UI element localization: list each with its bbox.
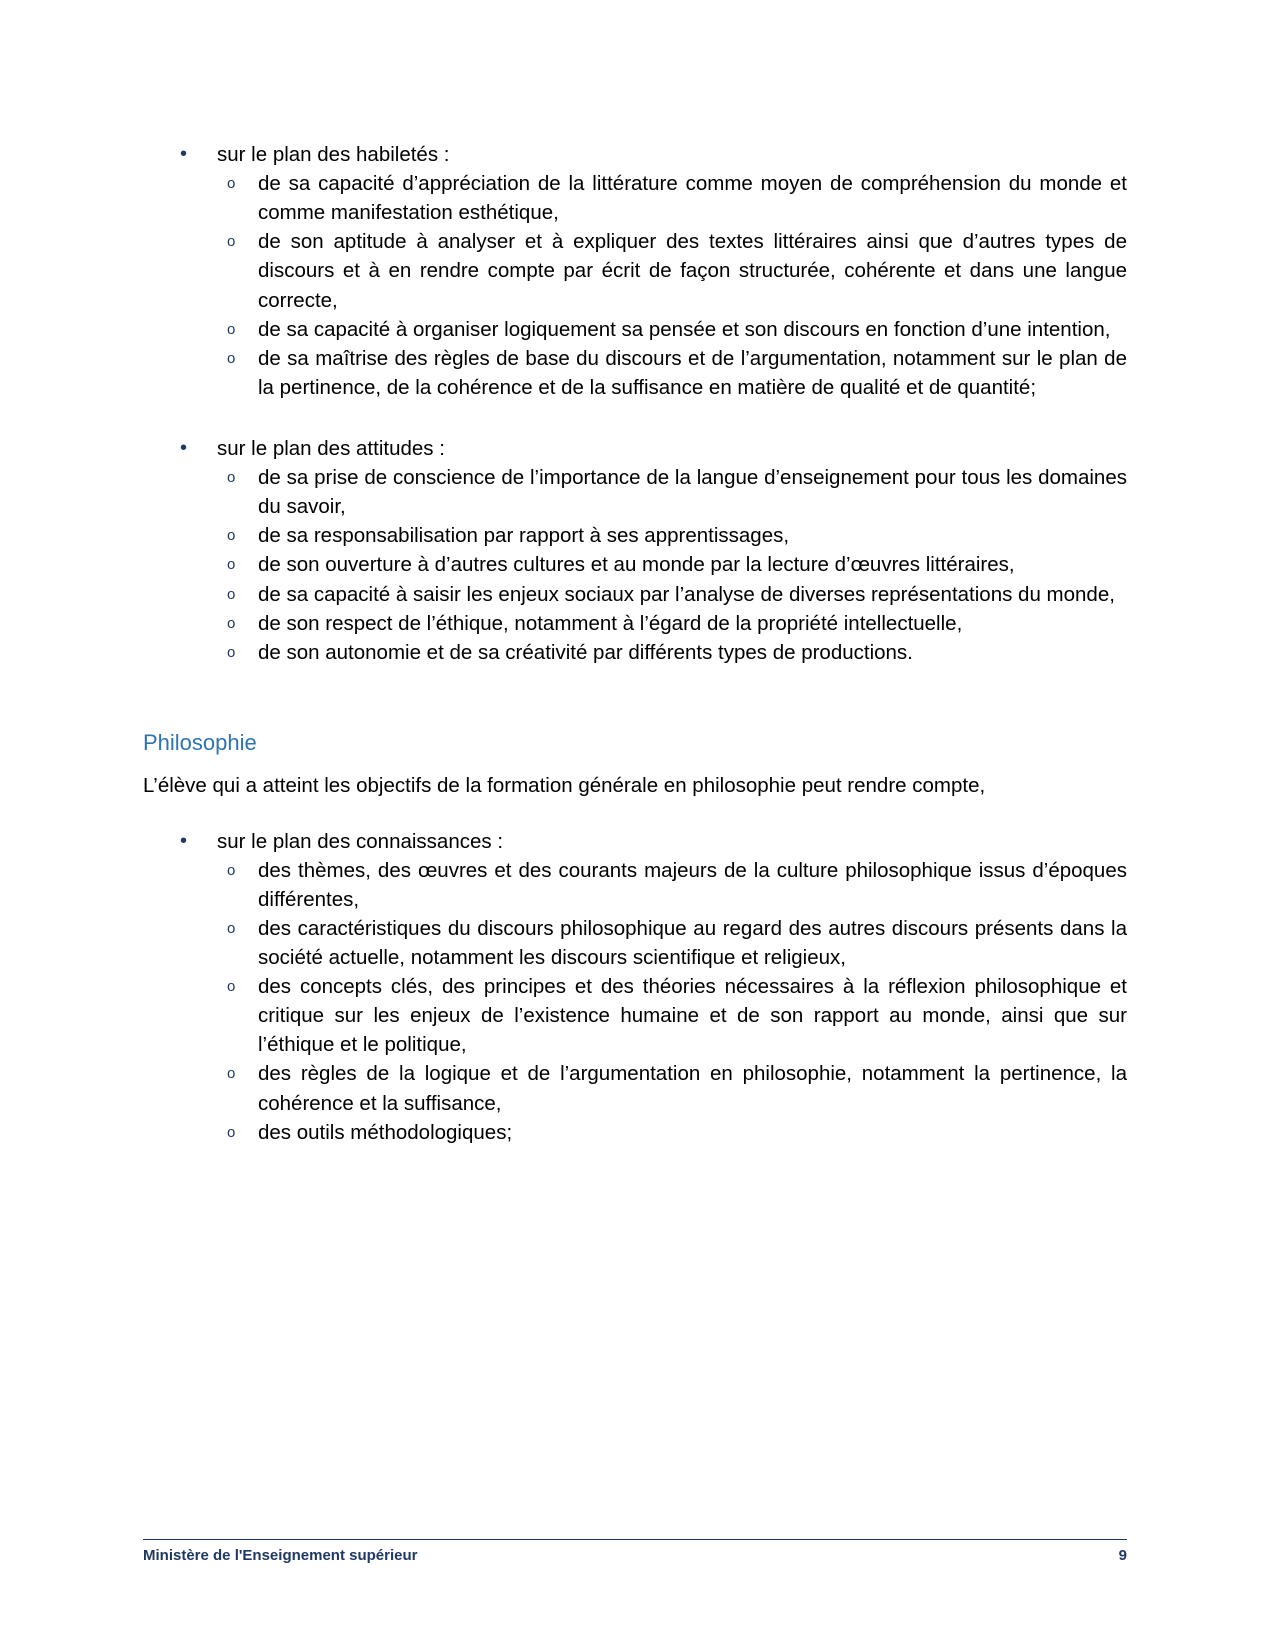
- section-attitudes: [143, 434, 1127, 667]
- list-item: [217, 609, 1127, 638]
- section-spacer: [143, 404, 1127, 434]
- circle-marker-icon: o: [227, 527, 236, 545]
- circle-marker-icon: o: [227, 320, 236, 338]
- footer-organization: Ministère de l'Enseignement supérieur: [143, 1547, 418, 1564]
- bullet-label-connaissances: sur le plan des connaissances :: [217, 829, 504, 853]
- list-item: [217, 315, 1127, 344]
- list-item: [217, 1059, 1127, 1117]
- philosophy-lead-paragraph: L’élève qui a atteint les objectifs de la formation générale en philosophie peut rendre compte,: [143, 774, 986, 798]
- sub-list-connaissances: [217, 856, 1127, 1147]
- bullet-marker-icon: •: [180, 829, 188, 852]
- list-item-text: des caractéristiques du discours philosophique au regard des autres discours présents dans la société actuelle, notamment les discours scientifique et religieux,: [258, 916, 1127, 969]
- list-item: [217, 972, 1127, 1059]
- list-item: [217, 227, 1127, 314]
- list-item-text: des règles de la logique et de l’argumentation en philosophie, notamment la pertinence, la cohérence et la suffisance,: [258, 1062, 1127, 1115]
- list-item-text: de sa prise de conscience de l’importance de la langue d’enseignement pour tous les domaines du savoir,: [258, 466, 1127, 519]
- list-item-text: des concepts clés, des principes et des théories nécessaires à la réflexion philosophique et critique sur les enjeux de l’existence humaine et de son rapport au monde, ainsi que sur l’éthique et le politique,: [258, 975, 1127, 1057]
- circle-marker-icon: o: [227, 919, 236, 937]
- bullet-item-attitudes: [143, 434, 1127, 667]
- circle-marker-icon: o: [227, 1123, 236, 1141]
- bullet-item-connaissances: [143, 827, 1127, 1147]
- page-number: 9: [1118, 1547, 1127, 1564]
- list-item-text: des thèmes, des œuvres et des courants majeurs de la culture philosophique issus d’époques différentes,: [258, 858, 1127, 911]
- list-item-text: de sa maîtrise des règles de base du discours et de l’argumentation, notamment sur le plan de la pertinence, de la cohérence et de la suffisance en matière de qualité et de quantité;: [258, 346, 1127, 399]
- list-item-text: de son aptitude à analyser et à expliquer des textes littéraires ainsi que d’autres types de discours et à en rendre compte par écrit de façon structurée, cohérente et dans une langue correcte,: [258, 230, 1127, 312]
- bullet-list-habiletes: [143, 140, 1127, 402]
- list-item: [217, 344, 1127, 402]
- list-item: [217, 169, 1127, 227]
- list-item-text: de sa capacité d’appréciation de la littérature comme moyen de compréhension du monde et comme manifestation esthétique,: [258, 172, 1127, 225]
- bullet-marker-icon: •: [180, 436, 188, 459]
- circle-marker-icon: o: [227, 978, 236, 996]
- list-item-text: de son respect de l’éthique, notamment à l’égard de la propriété intellectuelle,: [258, 611, 963, 635]
- philosophy-section: [143, 729, 1127, 1147]
- page-title: Philosophie: [143, 729, 257, 755]
- list-item-text: de son autonomie et de sa créativité par différents types de productions.: [258, 640, 913, 664]
- list-item-text: de sa capacité à saisir les enjeux sociaux par l’analyse de diverses représentations du monde,: [258, 582, 1115, 606]
- bullet-list-connaissances: [143, 827, 1127, 1147]
- circle-marker-icon: o: [227, 643, 236, 661]
- list-item: [217, 856, 1127, 914]
- bullet-label-attitudes: sur le plan des attitudes :: [217, 436, 445, 460]
- circle-marker-icon: o: [227, 614, 236, 632]
- bullet-marker-icon: •: [180, 143, 188, 165]
- circle-marker-icon: o: [227, 585, 236, 603]
- page-footer: [143, 1539, 1127, 1564]
- footer-row: [143, 1547, 1127, 1564]
- list-item: [217, 914, 1127, 972]
- sub-list-attitudes: [217, 463, 1127, 667]
- list-item: [217, 550, 1127, 579]
- bullet-label-habiletes: sur le plan des habiletés :: [217, 143, 450, 166]
- list-item-text: de sa capacité à organiser logiquement sa pensée et son discours en fonction d’une intention,: [258, 317, 1111, 341]
- circle-marker-icon: o: [227, 1065, 236, 1083]
- circle-marker-icon: o: [227, 861, 236, 879]
- list-item: [217, 521, 1127, 550]
- footer-divider: [143, 1539, 1127, 1540]
- circle-marker-icon: o: [227, 175, 236, 193]
- list-item: [217, 1118, 1127, 1147]
- page-content: [143, 140, 1127, 1147]
- bullet-item-habiletes: [143, 140, 1127, 402]
- sub-list-habiletes: [217, 169, 1127, 402]
- list-item: [217, 463, 1127, 521]
- list-item-text: des outils méthodologiques;: [258, 1120, 513, 1144]
- list-item-text: de son ouverture à d’autres cultures et au monde par la lecture d’œuvres littéraires,: [258, 553, 1015, 577]
- circle-marker-icon: o: [227, 233, 236, 251]
- list-item-text: de sa responsabilisation par rapport à ses apprentissages,: [258, 524, 790, 548]
- list-item: [217, 638, 1127, 667]
- circle-marker-icon: o: [227, 469, 236, 487]
- circle-marker-icon: o: [227, 556, 236, 574]
- list-item: [217, 580, 1127, 609]
- bullet-list-attitudes: [143, 434, 1127, 667]
- circle-marker-icon: o: [227, 349, 236, 367]
- section-habiletes: [143, 140, 1127, 402]
